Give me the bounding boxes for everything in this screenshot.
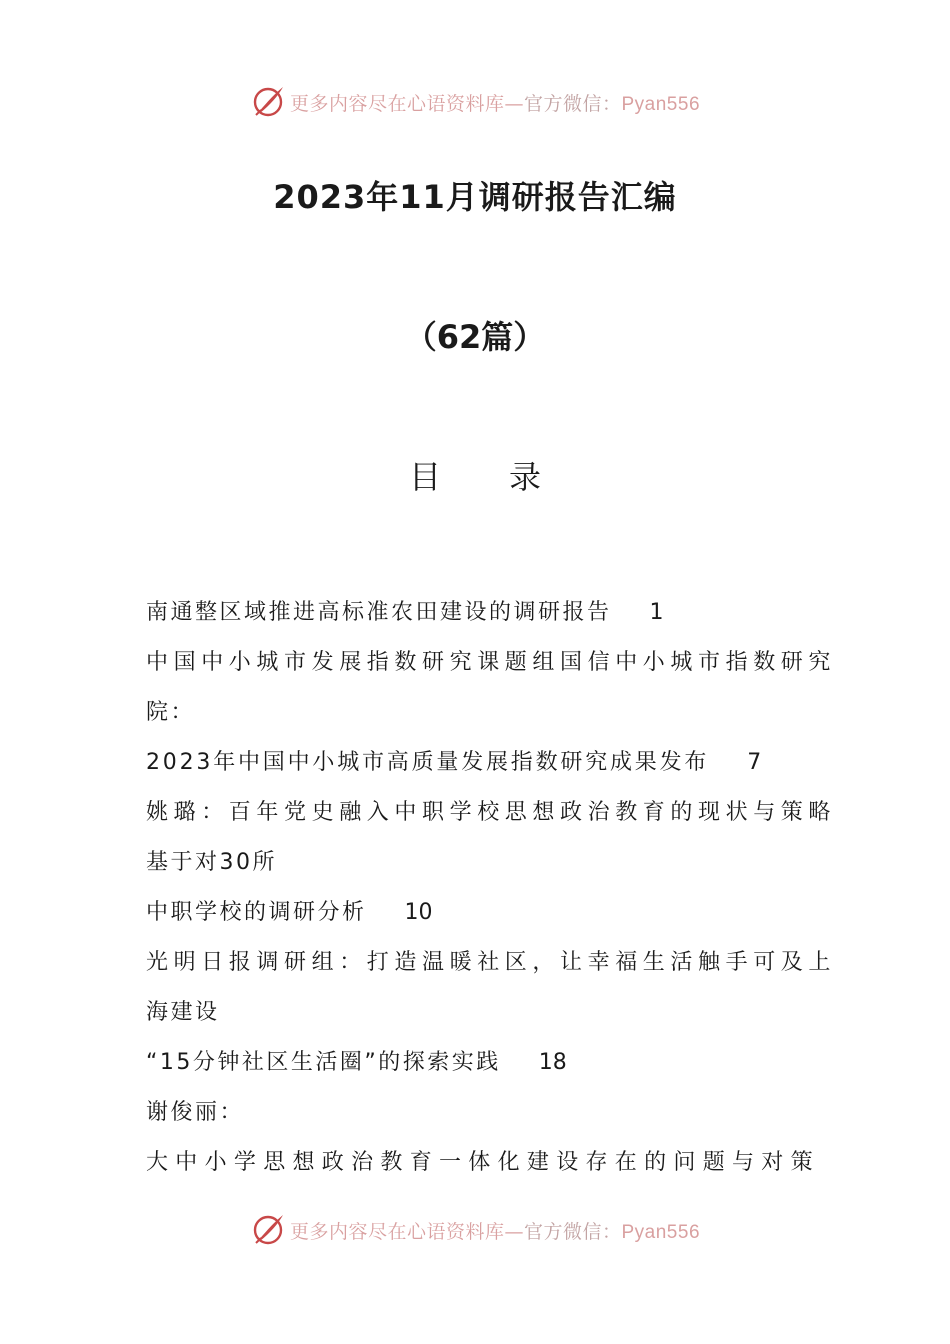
watermark-text bbox=[290, 1217, 700, 1244]
toc-entry-text: 中国中小城市发展指数研究课题组国信中小城市指数研究 bbox=[146, 650, 837, 675]
toc-entry-text: 2023年中国中小城市高质量发展指数研究成果发布 bbox=[146, 750, 710, 775]
toc-page-number: 18 bbox=[538, 1050, 567, 1075]
watermark-header bbox=[0, 82, 950, 122]
table-of-contents bbox=[146, 588, 837, 1188]
document-title: 2023年11月调研报告汇编 bbox=[273, 178, 677, 216]
toc-line bbox=[146, 988, 812, 1038]
watermark-footer bbox=[0, 1210, 950, 1250]
toc-line bbox=[146, 838, 812, 888]
toc-line bbox=[146, 688, 812, 738]
toc-heading: 目录 bbox=[408, 458, 609, 496]
watermark-wechat-label: 官方微信： bbox=[523, 92, 622, 115]
toc-line bbox=[146, 888, 812, 938]
quill-pen-logo-icon bbox=[250, 84, 286, 120]
toc-entry-text: “15分钟社区生活圈”的探索实践 bbox=[146, 1050, 501, 1075]
toc-entry-text: 院： bbox=[146, 700, 196, 725]
document-count: （62篇） bbox=[404, 318, 546, 356]
toc-line bbox=[146, 638, 837, 688]
toc-entry-text: 海建设 bbox=[146, 1000, 220, 1025]
watermark-wechat-id: Pyan556 bbox=[621, 93, 701, 115]
toc-entry-text: 大中小学思想政治教育一体化建设存在的问题与对策 bbox=[146, 1150, 820, 1175]
toc-page-number: 1 bbox=[649, 600, 664, 625]
watermark-wechat-label: 官方微信： bbox=[523, 1220, 622, 1243]
watermark-main-text: 更多内容尽在心语资料库— bbox=[289, 92, 524, 115]
watermark-text bbox=[290, 89, 700, 116]
toc-entry-text: 南通整区域推进高标准农田建设的调研报告 bbox=[146, 600, 612, 625]
quill-pen-logo-icon bbox=[250, 1212, 286, 1248]
toc-entry-text: 姚璐：百年党史融入中职学校思想政治教育的现状与策略 bbox=[146, 800, 837, 825]
toc-entry-text: 光明日报调研组：打造温暖社区，让幸福生活触手可及上 bbox=[146, 950, 837, 975]
toc-page-number: 7 bbox=[747, 750, 762, 775]
toc-line bbox=[146, 738, 812, 788]
toc-entry-text: 中职学校的调研分析 bbox=[146, 900, 367, 925]
toc-line bbox=[146, 1038, 812, 1088]
toc-line bbox=[146, 938, 837, 988]
toc-line bbox=[146, 1088, 812, 1138]
watermark-main-text: 更多内容尽在心语资料库— bbox=[289, 1220, 524, 1243]
toc-page-number: 10 bbox=[404, 900, 433, 925]
toc-line bbox=[146, 788, 837, 838]
toc-entry-text: 谢俊丽： bbox=[146, 1100, 245, 1125]
toc-line bbox=[146, 1138, 820, 1188]
toc-line bbox=[146, 588, 812, 638]
watermark-wechat-id: Pyan556 bbox=[621, 1221, 701, 1243]
toc-entry-text: 基于对30所 bbox=[146, 850, 277, 875]
